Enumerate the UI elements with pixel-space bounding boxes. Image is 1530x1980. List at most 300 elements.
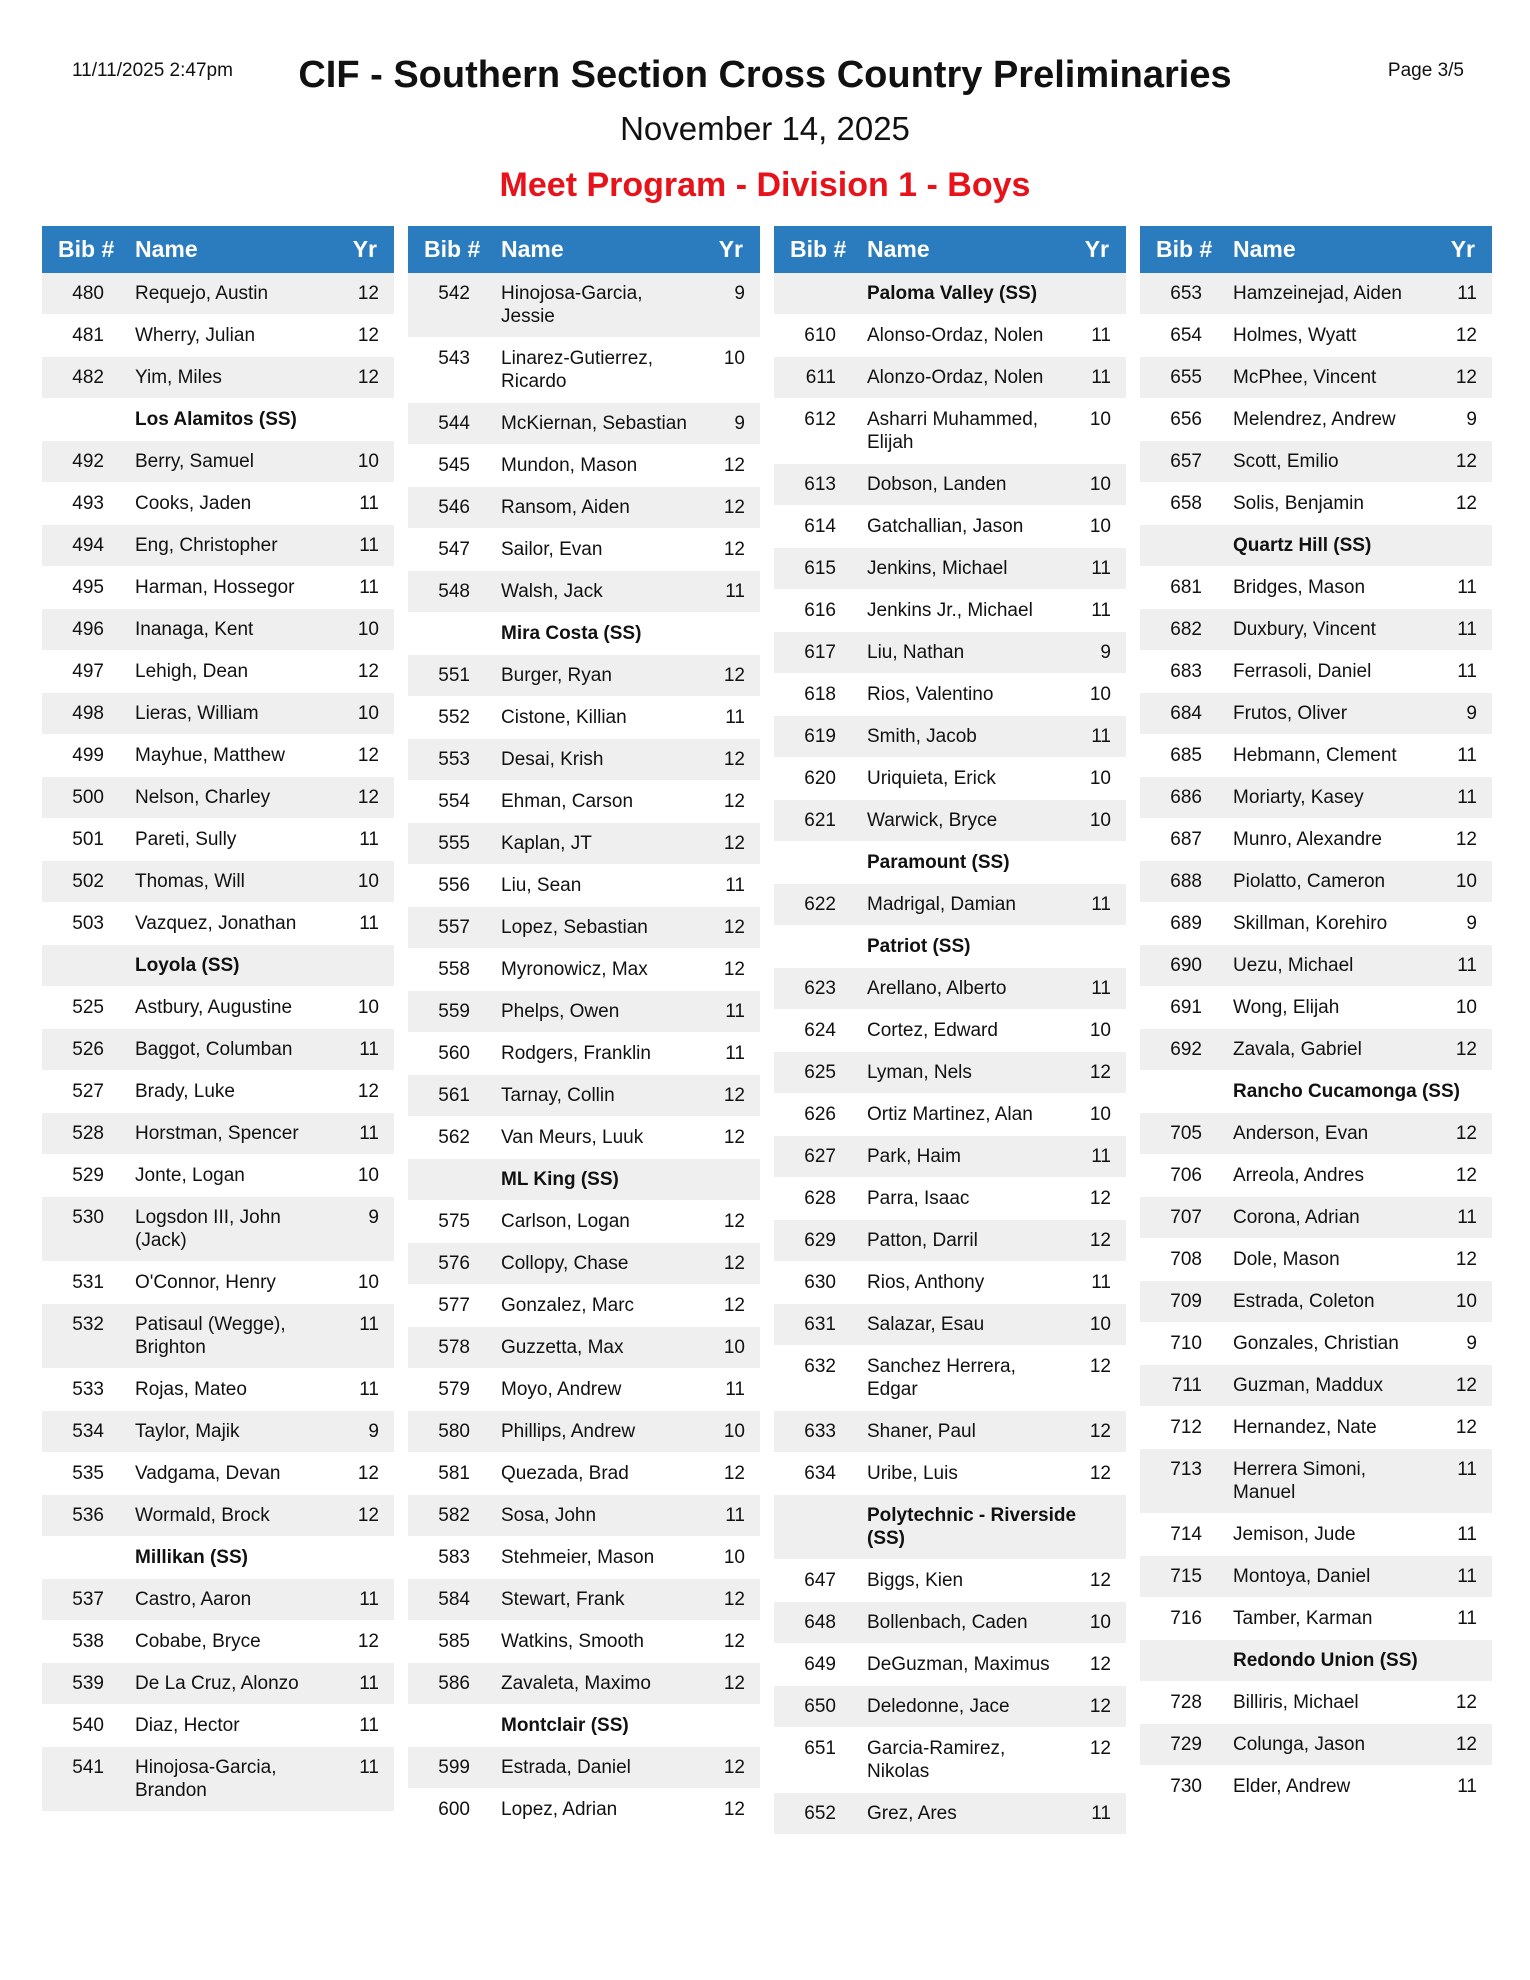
athlete-year: 12 — [1089, 1188, 1111, 1209]
athlete-name: Hamzeinejad, Aiden — [1233, 283, 1402, 304]
athlete-year: 12 — [1089, 1356, 1111, 1377]
athlete-year: 12 — [1455, 1249, 1477, 1270]
athlete-row — [408, 1411, 760, 1453]
roster-column — [774, 226, 1126, 1835]
athlete-name: Hinojosa-Garcia, Brandon — [135, 1757, 277, 1801]
bib-number: 729 — [1170, 1734, 1202, 1755]
athlete-year: 12 — [723, 749, 745, 770]
athlete-row — [42, 1071, 394, 1113]
athlete-row — [42, 819, 394, 861]
bib-number: 531 — [72, 1272, 104, 1293]
athlete-year: 12 — [1455, 1375, 1477, 1396]
athlete-name: Ortiz Martinez, Alan — [867, 1104, 1033, 1125]
athlete-year: 12 — [1455, 1039, 1477, 1060]
athlete-name: Jemison, Jude — [1233, 1524, 1356, 1545]
athlete-year: 12 — [723, 791, 745, 812]
bib-number: 495 — [72, 577, 104, 598]
athlete-name: Uribe, Luis — [867, 1463, 958, 1484]
athlete-name: Rojas, Mateo — [135, 1379, 247, 1400]
bib-number: 650 — [804, 1696, 836, 1717]
athlete-row — [1140, 483, 1492, 525]
athlete-year: 11 — [725, 1043, 745, 1064]
athlete-year: 10 — [357, 997, 379, 1018]
team-row — [1140, 525, 1492, 567]
table-header — [774, 226, 1126, 273]
athlete-row — [1140, 315, 1492, 357]
athlete-row — [1140, 1029, 1492, 1071]
athlete-row — [1140, 651, 1492, 693]
bib-number: 502 — [72, 871, 104, 892]
athlete-row — [408, 1033, 760, 1075]
team-row — [42, 1537, 394, 1579]
athlete-name: Biggs, Kien — [867, 1570, 964, 1591]
athlete-row — [42, 1579, 394, 1621]
athlete-name: Phillips, Andrew — [501, 1421, 636, 1442]
athlete-row — [774, 1644, 1126, 1686]
athlete-year: 11 — [359, 1123, 379, 1144]
bib-number: 503 — [72, 913, 104, 934]
athlete-row — [42, 1369, 394, 1411]
bib-number: 621 — [804, 810, 836, 831]
athlete-year: 11 — [1457, 1776, 1477, 1797]
athlete-row — [408, 529, 760, 571]
athlete-year: 10 — [357, 703, 379, 724]
bib-number: 652 — [804, 1803, 836, 1824]
athlete-name: Dole, Mason — [1233, 1249, 1340, 1270]
athlete-name: Guzman, Maddux — [1233, 1375, 1383, 1396]
athlete-name: Taylor, Majik — [135, 1421, 240, 1442]
athlete-name: Astbury, Augustine — [135, 997, 293, 1018]
athlete-row — [1140, 567, 1492, 609]
athlete-row — [1140, 609, 1492, 651]
athlete-row — [774, 1411, 1126, 1453]
bib-number: 630 — [804, 1272, 836, 1293]
athlete-year: 12 — [723, 1127, 745, 1148]
bib-number: 626 — [804, 1104, 836, 1125]
athlete-row — [774, 968, 1126, 1010]
athlete-name: Jonte, Logan — [135, 1165, 245, 1186]
athlete-row — [1140, 357, 1492, 399]
athlete-name: Herrera Simoni, Manuel — [1233, 1459, 1367, 1503]
athlete-name: Zavala, Gabriel — [1233, 1039, 1362, 1060]
athlete-row — [42, 1411, 394, 1453]
athlete-row — [1140, 399, 1492, 441]
bib-number: 706 — [1170, 1165, 1202, 1186]
athlete-year: 9 — [734, 283, 745, 304]
athlete-year: 11 — [359, 1314, 379, 1335]
athlete-name: Sanchez Herrera, Edgar — [867, 1356, 1016, 1400]
athlete-row — [408, 1243, 760, 1285]
athlete-name: Kaplan, JT — [501, 833, 592, 854]
header-yr: Yr — [1450, 236, 1475, 262]
athlete-name: Nelson, Charley — [135, 787, 271, 808]
athlete-row — [42, 1029, 394, 1071]
bib-number: 655 — [1170, 367, 1202, 388]
bib-number: 627 — [804, 1146, 836, 1167]
athlete-row — [774, 1262, 1126, 1304]
athlete-name: Tamber, Karman — [1233, 1608, 1373, 1629]
bib-number: 482 — [72, 367, 104, 388]
athlete-year: 12 — [1455, 1165, 1477, 1186]
athlete-row — [1140, 861, 1492, 903]
bib-number: 689 — [1170, 913, 1202, 934]
athlete-name: Arreola, Andres — [1233, 1165, 1364, 1186]
table-header — [42, 226, 394, 273]
athlete-row — [1140, 1766, 1492, 1808]
bib-number: 534 — [72, 1421, 104, 1442]
bib-number: 529 — [72, 1165, 104, 1186]
athlete-year: 11 — [1091, 600, 1111, 621]
athlete-year: 11 — [359, 829, 379, 850]
team-row — [774, 273, 1126, 315]
athlete-name: Jenkins, Michael — [867, 558, 1008, 579]
bib-number: 600 — [438, 1799, 470, 1820]
bib-number: 480 — [72, 283, 104, 304]
table-header — [408, 226, 760, 273]
athlete-name: Alonzo-Ordaz, Nolen — [867, 367, 1044, 388]
athlete-name: Myronowicz, Max — [501, 959, 648, 980]
athlete-name: Munro, Alexandre — [1233, 829, 1382, 850]
bib-number: 576 — [438, 1253, 470, 1274]
bib-number: 599 — [438, 1757, 470, 1778]
bib-number: 539 — [72, 1673, 104, 1694]
athlete-name: Castro, Aaron — [135, 1589, 252, 1610]
athlete-row — [42, 693, 394, 735]
bib-number: 555 — [438, 833, 470, 854]
athlete-row — [408, 823, 760, 865]
athlete-name: Wormald, Brock — [135, 1505, 270, 1526]
athlete-row — [408, 1789, 760, 1831]
athlete-year: 10 — [1089, 684, 1111, 705]
athlete-name: Wong, Elijah — [1233, 997, 1340, 1018]
athlete-year: 12 — [1455, 1692, 1477, 1713]
athlete-year: 11 — [1091, 325, 1111, 346]
athlete-name: Watkins, Smooth — [501, 1631, 644, 1652]
athlete-name: Holmes, Wyatt — [1233, 325, 1357, 346]
athlete-year: 11 — [1457, 745, 1477, 766]
bib-number: 657 — [1170, 451, 1202, 472]
athlete-year: 12 — [723, 959, 745, 980]
team-row — [42, 945, 394, 987]
athlete-year: 12 — [723, 1631, 745, 1652]
bib-number: 634 — [804, 1463, 836, 1484]
bib-number: 628 — [804, 1188, 836, 1209]
athlete-row — [42, 609, 394, 651]
athlete-year: 11 — [359, 1715, 379, 1736]
athlete-row — [1140, 1514, 1492, 1556]
athlete-row — [774, 1453, 1126, 1495]
bib-number: 691 — [1170, 997, 1202, 1018]
bib-number: 730 — [1170, 1776, 1202, 1797]
team-name: ML King (SS) — [501, 1169, 619, 1190]
athlete-name: Wherry, Julian — [135, 325, 256, 346]
athlete-year: 11 — [1457, 787, 1477, 808]
team-row — [408, 1159, 760, 1201]
athlete-row — [774, 1220, 1126, 1262]
athlete-name: Dobson, Landen — [867, 474, 1007, 495]
bib-number: 525 — [72, 997, 104, 1018]
athlete-name: Moriarty, Kasey — [1233, 787, 1364, 808]
athlete-row — [1140, 1407, 1492, 1449]
athlete-year: 12 — [1455, 451, 1477, 472]
athlete-name: Montoya, Daniel — [1233, 1566, 1371, 1587]
athlete-year: 12 — [723, 497, 745, 518]
athlete-row — [1140, 1598, 1492, 1640]
athlete-year: 11 — [1091, 558, 1111, 579]
athlete-name: Duxbury, Vincent — [1233, 619, 1376, 640]
page-number: Page 3/5 — [1387, 60, 1464, 81]
bib-number: 533 — [72, 1379, 104, 1400]
bib-number: 492 — [72, 451, 104, 472]
athlete-name: Piolatto, Cameron — [1233, 871, 1386, 892]
bib-number: 545 — [438, 455, 470, 476]
athlete-name: Parra, Isaac — [867, 1188, 970, 1209]
athlete-year: 12 — [723, 539, 745, 560]
header-name: Name — [501, 236, 564, 262]
bib-number: 683 — [1170, 661, 1202, 682]
athlete-name: Collopy, Chase — [501, 1253, 629, 1274]
bib-number: 632 — [804, 1356, 836, 1377]
athlete-row — [774, 1094, 1126, 1136]
team-row — [408, 1705, 760, 1747]
athlete-year: 9 — [1466, 703, 1477, 724]
athlete-row — [408, 445, 760, 487]
team-name: Montclair (SS) — [501, 1715, 629, 1736]
athlete-row — [1140, 1155, 1492, 1197]
athlete-name: Cooks, Jaden — [135, 493, 252, 514]
team-name: Polytechnic - Riverside (SS) — [867, 1505, 1077, 1549]
athlete-year: 12 — [1089, 1570, 1111, 1591]
athlete-year: 11 — [1457, 1459, 1477, 1480]
roster-column — [1140, 226, 1492, 1808]
athlete-year: 11 — [725, 875, 745, 896]
bib-number: 714 — [1170, 1524, 1202, 1545]
bib-number: 559 — [438, 1001, 470, 1022]
athlete-year: 11 — [359, 1379, 379, 1400]
bib-number: 624 — [804, 1020, 836, 1041]
athlete-row — [408, 338, 760, 403]
athlete-name: Phelps, Owen — [501, 1001, 620, 1022]
athlete-row — [408, 1495, 760, 1537]
athlete-row — [408, 1621, 760, 1663]
bib-number: 579 — [438, 1379, 470, 1400]
athlete-name: Requejo, Austin — [135, 283, 269, 304]
athlete-year: 12 — [357, 1081, 379, 1102]
athlete-name: Arellano, Alberto — [867, 978, 1007, 999]
bib-number: 530 — [72, 1207, 104, 1228]
athlete-row — [774, 1560, 1126, 1602]
bib-number: 612 — [804, 409, 836, 430]
athlete-row — [774, 1052, 1126, 1094]
header-bib: Bib # — [58, 236, 115, 262]
athlete-row — [42, 1495, 394, 1537]
athlete-row — [774, 1728, 1126, 1793]
athlete-row — [774, 1346, 1126, 1411]
bib-number: 528 — [72, 1123, 104, 1144]
athlete-row — [1140, 1724, 1492, 1766]
athlete-name: Quezada, Brad — [501, 1463, 629, 1484]
team-name: Paloma Valley (SS) — [867, 283, 1038, 304]
athlete-row — [42, 861, 394, 903]
athlete-year: 9 — [368, 1421, 379, 1442]
athlete-row — [408, 1579, 760, 1621]
athlete-row — [42, 483, 394, 525]
athlete-name: Uezu, Michael — [1233, 955, 1354, 976]
athlete-year: 11 — [359, 1757, 379, 1778]
athlete-row — [774, 357, 1126, 399]
bib-number: 501 — [72, 829, 104, 850]
bib-number: 716 — [1170, 1608, 1202, 1629]
athlete-year: 10 — [1455, 871, 1477, 892]
athlete-row — [408, 1453, 760, 1495]
athlete-name: Frutos, Oliver — [1233, 703, 1348, 724]
athlete-year: 12 — [357, 367, 379, 388]
athlete-name: Van Meurs, Luuk — [501, 1127, 644, 1148]
athlete-row — [1140, 903, 1492, 945]
athlete-year: 10 — [1455, 997, 1477, 1018]
header-name: Name — [135, 236, 198, 262]
athlete-row — [774, 884, 1126, 926]
athlete-name: Linarez-Gutierrez, Ricardo — [501, 348, 654, 392]
athlete-row — [774, 800, 1126, 842]
header-bib: Bib # — [790, 236, 847, 262]
athlete-row — [42, 903, 394, 945]
athlete-row — [774, 674, 1126, 716]
athlete-name: Ransom, Aiden — [501, 497, 630, 518]
bib-number: 548 — [438, 581, 470, 602]
athlete-year: 12 — [723, 1757, 745, 1778]
athlete-year: 12 — [1089, 1062, 1111, 1083]
bib-number: 538 — [72, 1631, 104, 1652]
athlete-name: Skillman, Korehiro — [1233, 913, 1388, 934]
athlete-row — [408, 1285, 760, 1327]
athlete-row — [42, 1747, 394, 1812]
bib-number: 633 — [804, 1421, 836, 1442]
athlete-name: Stewart, Frank — [501, 1589, 625, 1610]
athlete-row — [774, 716, 1126, 758]
athlete-row — [1140, 1682, 1492, 1724]
bib-number: 648 — [804, 1612, 836, 1633]
bib-number: 526 — [72, 1039, 104, 1060]
athlete-row — [774, 315, 1126, 357]
athlete-name: Lyman, Nels — [867, 1062, 972, 1083]
athlete-name: Asharri Muhammed, Elijah — [867, 409, 1039, 453]
team-name: Paramount (SS) — [867, 852, 1010, 873]
athlete-row — [774, 1136, 1126, 1178]
bib-number: 684 — [1170, 703, 1202, 724]
athlete-name: Estrada, Daniel — [501, 1757, 631, 1778]
athlete-name: Hinojosa-Garcia, Jessie — [501, 283, 643, 327]
bib-number: 685 — [1170, 745, 1202, 766]
bib-number: 708 — [1170, 1249, 1202, 1270]
athlete-name: Zavaleta, Maximo — [501, 1673, 651, 1694]
athlete-row — [774, 1178, 1126, 1220]
athlete-row — [42, 651, 394, 693]
bib-number: 619 — [804, 726, 836, 747]
bib-number: 494 — [72, 535, 104, 556]
athlete-row — [774, 506, 1126, 548]
athlete-name: Sosa, John — [501, 1505, 597, 1526]
bib-number: 560 — [438, 1043, 470, 1064]
bib-number: 541 — [72, 1757, 104, 1778]
print-timestamp: 11/11/2025 2:47pm — [72, 60, 233, 81]
bib-number: 715 — [1170, 1566, 1202, 1587]
athlete-name: Vazquez, Jonathan — [135, 913, 297, 934]
athlete-year: 12 — [1455, 1734, 1477, 1755]
athlete-row — [1140, 1449, 1492, 1514]
athlete-row — [408, 991, 760, 1033]
bib-number: 629 — [804, 1230, 836, 1251]
team-name: Redondo Union (SS) — [1233, 1650, 1418, 1671]
athlete-year: 12 — [1455, 325, 1477, 346]
athlete-name: Lieras, William — [135, 703, 259, 724]
athlete-year: 11 — [1457, 1524, 1477, 1545]
table-header — [1140, 226, 1492, 273]
athlete-name: Gonzalez, Marc — [501, 1295, 635, 1316]
athlete-year: 10 — [723, 1547, 745, 1568]
athlete-year: 10 — [1089, 1104, 1111, 1125]
athlete-row — [408, 907, 760, 949]
athlete-name: Salazar, Esau — [867, 1314, 985, 1335]
team-row — [42, 399, 394, 441]
athlete-row — [1140, 1197, 1492, 1239]
athlete-year: 9 — [1466, 409, 1477, 430]
bib-number: 493 — [72, 493, 104, 514]
athlete-year: 11 — [359, 1589, 379, 1610]
athlete-row — [42, 1621, 394, 1663]
bib-number: 540 — [72, 1715, 104, 1736]
athlete-row — [42, 777, 394, 819]
athlete-year: 12 — [357, 1463, 379, 1484]
athlete-year: 11 — [359, 1673, 379, 1694]
athlete-year: 10 — [1089, 1314, 1111, 1335]
athlete-row — [1140, 1556, 1492, 1598]
bib-number: 656 — [1170, 409, 1202, 430]
athlete-row — [42, 1113, 394, 1155]
athlete-name: Park, Haim — [867, 1146, 961, 1167]
athlete-name: Elder, Andrew — [1233, 1776, 1351, 1797]
athlete-name: Tarnay, Collin — [501, 1085, 615, 1106]
athlete-year: 12 — [357, 1631, 379, 1652]
athlete-row — [408, 403, 760, 445]
bib-number: 535 — [72, 1463, 104, 1484]
athlete-row — [408, 1663, 760, 1705]
athlete-year: 12 — [357, 787, 379, 808]
athlete-name: Brady, Luke — [135, 1081, 235, 1102]
athlete-name: Sailor, Evan — [501, 539, 603, 560]
athlete-name: Gonzales, Christian — [1233, 1333, 1399, 1354]
bib-number: 562 — [438, 1127, 470, 1148]
athlete-year: 10 — [1089, 409, 1111, 430]
athlete-year: 10 — [357, 619, 379, 640]
athlete-row — [408, 487, 760, 529]
bib-number: 712 — [1170, 1417, 1202, 1438]
athlete-name: Solis, Benjamin — [1233, 493, 1364, 514]
athlete-year: 11 — [359, 913, 379, 934]
team-name: Los Alamitos (SS) — [135, 409, 297, 430]
team-row — [774, 1495, 1126, 1560]
athlete-year: 10 — [723, 1337, 745, 1358]
athlete-row — [1140, 735, 1492, 777]
header-bib: Bib # — [1156, 236, 1213, 262]
athlete-name: Warwick, Bryce — [867, 810, 998, 831]
bib-number: 546 — [438, 497, 470, 518]
bib-number: 692 — [1170, 1039, 1202, 1060]
athlete-name: McPhee, Vincent — [1233, 367, 1377, 388]
athlete-name: McKiernan, Sebastian — [501, 413, 687, 434]
bib-number: 499 — [72, 745, 104, 766]
athlete-year: 12 — [357, 745, 379, 766]
